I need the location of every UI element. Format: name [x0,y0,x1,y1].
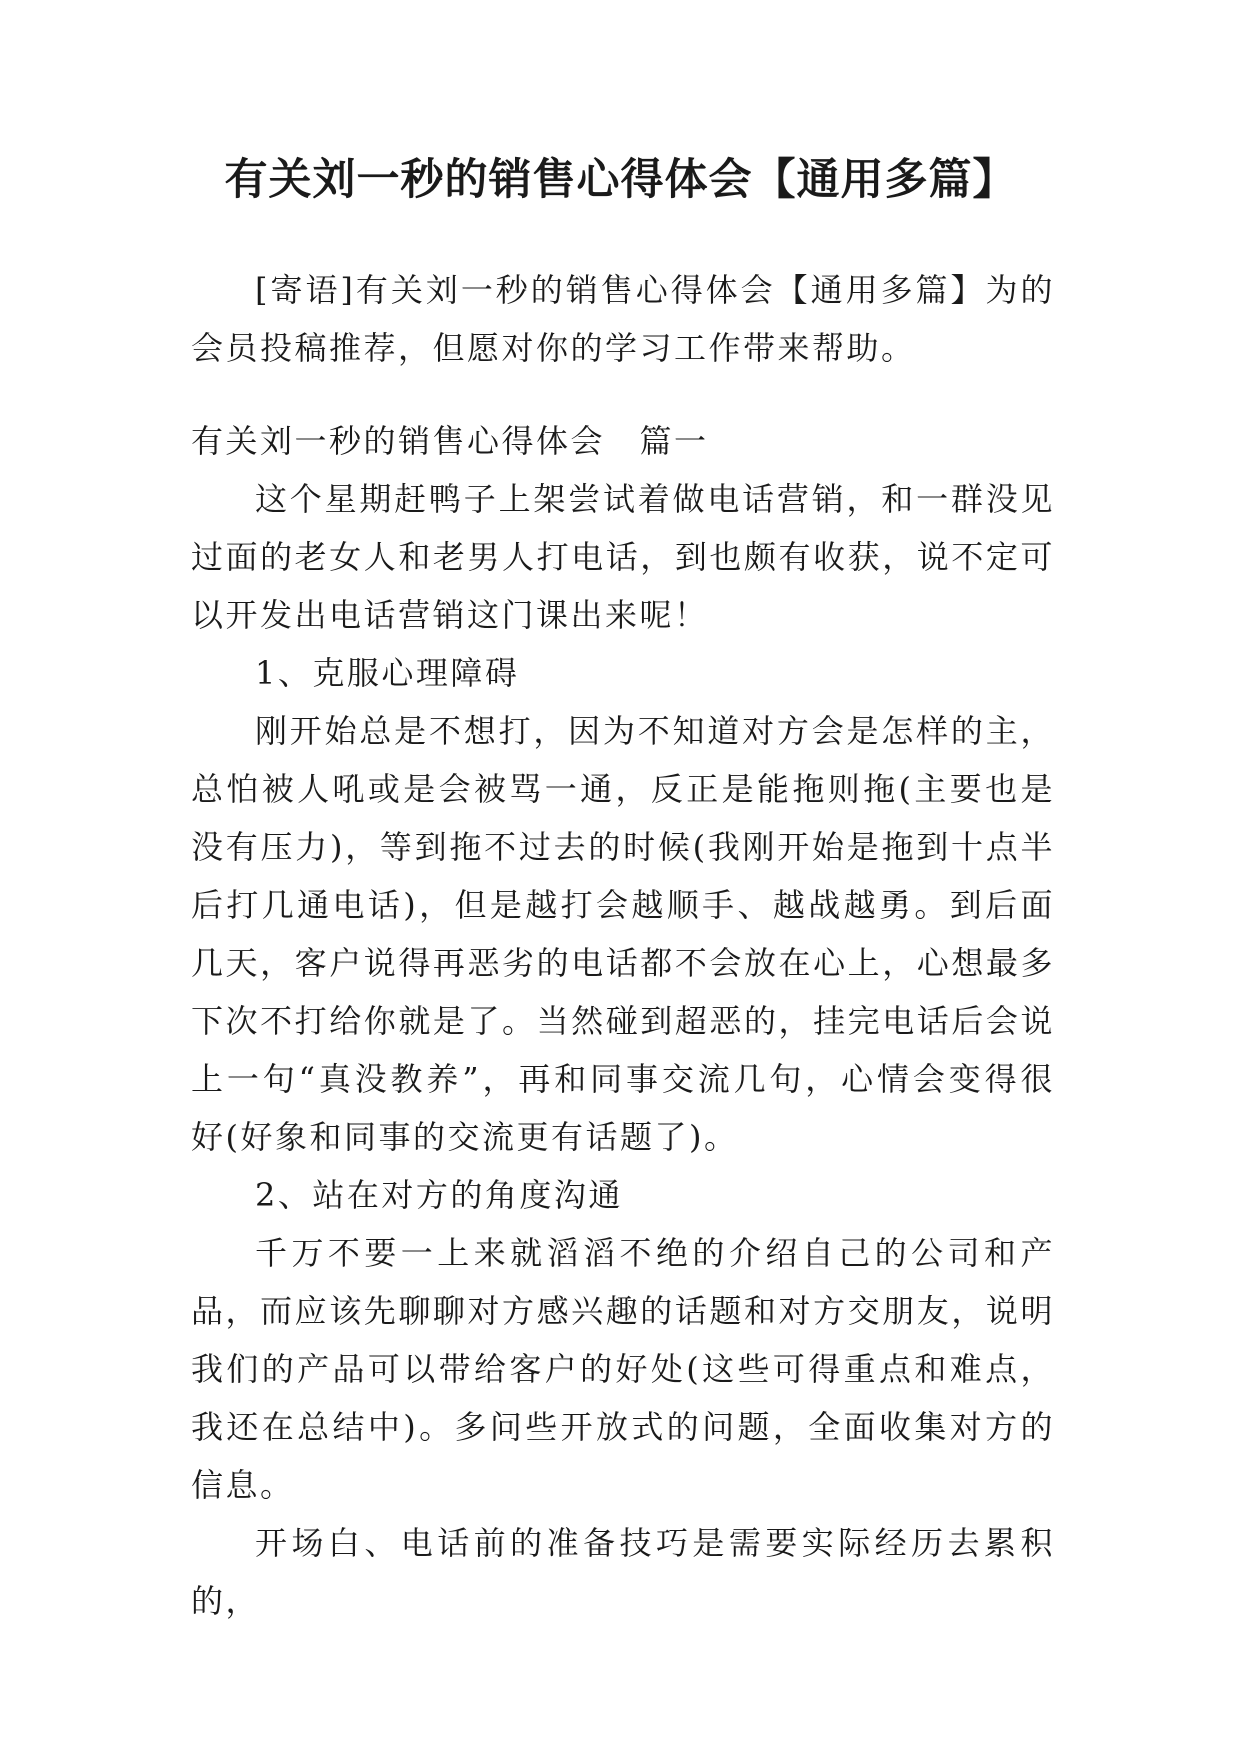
section-heading: 有关刘一秒的销售心得体会 篇一 [191,422,709,460]
paragraph: 这个星期赶鸭子上架尝试着做电话营销，和一群没见过面的老女人和老男人打电话，到也颇有收获，说不定可以开发出电话营销这门课出来呢！ [191,480,1055,634]
subheading-1: 1、克服心理障碍 [255,654,520,692]
section-block [191,412,1055,1630]
intro-paragraph: [寄语]有关刘一秒的销售心得体会【通用多篇】为的会员投稿推荐，但愿对你的学习工作带来帮助。 [191,271,1055,367]
paragraph: 刚开始总是不想打，因为不知道对方会是怎样的主，总怕被人吼或是会被骂一通，反正是能拖则拖(主要也是没有压力)，等到拖不过去的时候(我刚开始是拖到十点半后打几通电话)，但是越打会越顺手、越战越勇。到后面几天，客户说得再恶劣的电话都不会放在心上，心想最多下次不打给你就是了。当然碰到超恶的，挂完电话后会说上一句“真没教养”，再和同事交流几句，心情会变得很好(好象和同事的交流更有话题了)。 [191,712,1055,1156]
intro-block [191,261,1055,377]
paragraph: 千万不要一上来就滔滔不绝的介绍自己的公司和产品，而应该先聊聊对方感兴趣的话题和对方交朋友，说明我们的产品可以带给客户的好处(这些可得重点和难点，我还在总结中)。多问些开放式的问题，全面收集对方的信息。 [191,1234,1055,1504]
document-title: 有关刘一秒的销售心得体会【通用多篇】 [224,155,1017,205]
paragraph: 开场白、电话前的准备技巧是需要实际经历去累积的， [191,1524,1055,1620]
subheading-2: 2、站在对方的角度沟通 [255,1176,623,1214]
